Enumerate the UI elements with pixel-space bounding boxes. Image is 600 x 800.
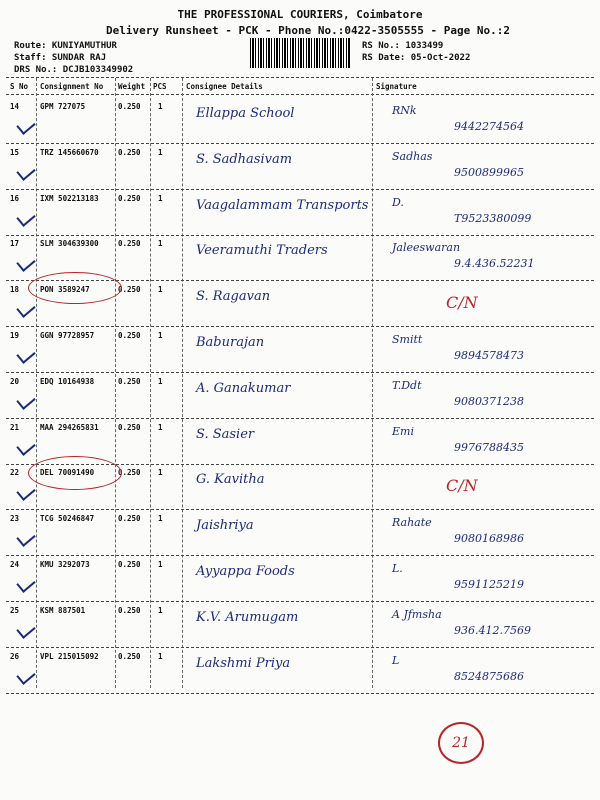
pieces-value: 1 xyxy=(158,652,163,661)
serial-number: 18 xyxy=(10,285,20,294)
pieces-value: 1 xyxy=(158,194,163,203)
phone-number: 9080371238 xyxy=(454,395,524,408)
check-mark xyxy=(16,345,35,364)
signature: Smitt xyxy=(392,333,423,346)
consignment-number: EDQ 10164938 xyxy=(40,377,95,386)
company-title: THE PROFESSIONAL COURIERS, Coimbatore xyxy=(177,8,423,21)
signature: A Jfmsha xyxy=(392,608,442,621)
runsheet-title: Delivery Runsheet - PCK - Phone No.:0422-3505555 - Page No.:2 xyxy=(106,24,510,37)
barcode xyxy=(250,38,350,68)
consignee-name: S. Sadhasivam xyxy=(196,152,293,167)
check-mark xyxy=(16,391,35,410)
check-mark xyxy=(16,299,35,318)
serial-number: 17 xyxy=(10,239,20,248)
pieces-value: 1 xyxy=(158,377,163,386)
table-row xyxy=(6,602,594,648)
consignee-name: Vaagalammam Transports xyxy=(196,198,369,213)
weight-value: 0.250 xyxy=(118,239,141,248)
serial-number: 19 xyxy=(10,331,20,340)
weight-value: 0.250 xyxy=(118,102,141,111)
header-rule-top xyxy=(6,77,594,78)
col-consignee: Consignee Details xyxy=(186,82,263,91)
col-pcs: PCS xyxy=(153,82,167,91)
red-circle-mark xyxy=(28,456,122,490)
serial-number: 14 xyxy=(10,102,20,111)
pieces-value: 1 xyxy=(158,102,163,111)
consignee-name: Lakshmi Priya xyxy=(196,656,291,671)
serial-number: 24 xyxy=(10,560,20,569)
phone-number: 9894578473 xyxy=(454,349,524,362)
weight-value: 0.250 xyxy=(118,331,141,340)
consignment-number: GGN 97728957 xyxy=(40,331,95,340)
phone-number: 9976788435 xyxy=(454,441,524,454)
weight-value: 0.250 xyxy=(118,423,141,432)
rs-number: RS No.: 1033499 xyxy=(362,41,444,51)
consignee-name: Baburajan xyxy=(196,335,265,350)
serial-number: 25 xyxy=(10,606,20,615)
table-row xyxy=(6,648,594,694)
weight-value: 0.250 xyxy=(118,148,141,157)
route-text: Route: KUNIYAMUTHUR xyxy=(14,41,117,51)
weight-value: 0.250 xyxy=(118,560,141,569)
pieces-value: 1 xyxy=(158,239,163,248)
check-mark xyxy=(16,574,35,593)
table-row xyxy=(6,373,594,419)
signature: C/N xyxy=(446,476,478,495)
signature: T.Ddt xyxy=(392,379,422,392)
serial-number: 15 xyxy=(10,148,20,157)
pieces-value: 1 xyxy=(158,423,163,432)
consignment-number: KMU 3292073 xyxy=(40,560,90,569)
header-rule-bottom xyxy=(6,94,594,95)
serial-number: 26 xyxy=(10,652,20,661)
consignment-number: VPL 215015092 xyxy=(40,652,99,661)
phone-number: 9442274564 xyxy=(454,120,524,133)
check-mark xyxy=(16,253,35,272)
table-row xyxy=(6,327,594,373)
check-mark xyxy=(16,666,35,685)
serial-number: 20 xyxy=(10,377,20,386)
consignment-number: TCG 50246847 xyxy=(40,514,95,523)
staff-text: Staff: SUNDAR RAJ xyxy=(14,53,107,63)
phone-number: 9500899965 xyxy=(454,166,524,179)
pieces-value: 1 xyxy=(158,560,163,569)
consignee-name: K.V. Arumugam xyxy=(196,610,299,625)
weight-value: 0.250 xyxy=(118,285,141,294)
consignee-name: A. Ganakumar xyxy=(196,381,291,396)
serial-number: 21 xyxy=(10,423,20,432)
page-number-mark: 21 xyxy=(438,722,484,764)
serial-number: 16 xyxy=(10,194,20,203)
col-signature: Signature xyxy=(376,82,417,91)
rs-date: RS Date: 05-Oct-2022 xyxy=(362,53,471,63)
signature: L xyxy=(392,654,400,667)
signature: C/N xyxy=(446,293,478,312)
consignment-number: GPM 727075 xyxy=(40,102,86,111)
consignee-name: G. Kavitha xyxy=(196,472,265,487)
pieces-value: 1 xyxy=(158,148,163,157)
weight-value: 0.250 xyxy=(118,514,141,523)
signature: Emi xyxy=(392,425,414,438)
consignment-number: TRZ 145660670 xyxy=(40,148,99,157)
weight-value: 0.250 xyxy=(118,377,141,386)
consignee-name: S. Sasier xyxy=(196,427,255,442)
table-row xyxy=(6,510,594,556)
consignee-name: Jaishriya xyxy=(196,518,254,533)
phone-number: 8524875686 xyxy=(454,670,524,683)
pieces-value: 1 xyxy=(158,285,163,294)
red-circle-mark xyxy=(28,272,122,304)
pieces-value: 1 xyxy=(158,468,163,477)
check-mark xyxy=(16,116,35,135)
table-row xyxy=(6,98,594,144)
row-divider xyxy=(6,693,594,694)
consignment-number: IXM 502213183 xyxy=(40,194,99,203)
check-mark xyxy=(16,162,35,181)
weight-value: 0.250 xyxy=(118,194,141,203)
weight-value: 0.250 xyxy=(118,606,141,615)
consignment-number: MAA 294265831 xyxy=(40,423,99,432)
check-mark xyxy=(16,482,35,501)
signature: Rahate xyxy=(392,516,432,529)
consignee-name: Veeramuthi Traders xyxy=(196,243,328,258)
check-mark xyxy=(16,528,35,547)
weight-value: 0.250 xyxy=(118,652,141,661)
phone-number: 9080168986 xyxy=(454,532,524,545)
weight-value: 0.250 xyxy=(118,468,141,477)
signature: L. xyxy=(392,562,403,575)
table-row xyxy=(6,556,594,602)
consignment-number: PON 3589247 xyxy=(40,285,90,294)
pieces-value: 1 xyxy=(158,606,163,615)
table-row xyxy=(6,190,594,236)
consignee-name: Ayyappa Foods xyxy=(196,564,295,579)
signature: D. xyxy=(392,196,404,209)
check-mark xyxy=(16,208,35,227)
serial-number: 23 xyxy=(10,514,20,523)
pieces-value: 1 xyxy=(158,331,163,340)
signature: Jaleeswaran xyxy=(392,241,461,254)
consignee-name: Ellappa School xyxy=(196,106,295,121)
consignment-number: SLM 304639300 xyxy=(40,239,99,248)
signature: Sadhas xyxy=(392,150,433,163)
table-row xyxy=(6,144,594,190)
phone-number: 936.412.7569 xyxy=(454,624,531,637)
check-mark xyxy=(16,437,35,456)
phone-number: 9.4.436.52231 xyxy=(454,257,535,270)
drs-number: DRS No.: DCJB103349902 xyxy=(14,65,134,75)
consignee-name: S. Ragavan xyxy=(196,289,271,304)
signature: RNk xyxy=(392,104,417,117)
check-mark xyxy=(16,620,35,639)
phone-number: 9591125219 xyxy=(454,578,524,591)
phone-number: T9523380099 xyxy=(454,212,532,225)
col-weight: Weight xyxy=(118,82,146,91)
pieces-value: 1 xyxy=(158,514,163,523)
col-consignment: Consignment No xyxy=(40,82,104,91)
consignment-number: DEL 70091490 xyxy=(40,468,95,477)
consignment-number: KSM 887501 xyxy=(40,606,86,615)
col-sno: S No xyxy=(10,82,29,91)
serial-number: 22 xyxy=(10,468,20,477)
